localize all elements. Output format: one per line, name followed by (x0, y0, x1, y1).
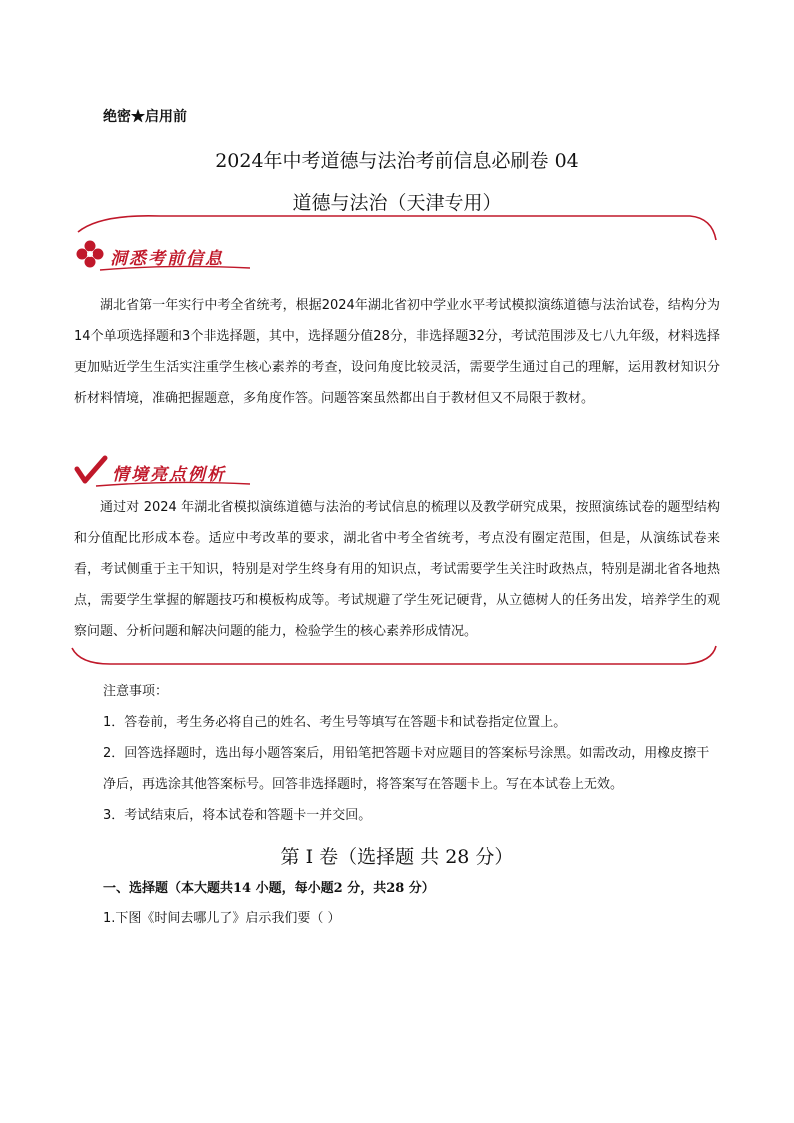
part-one-title: 第 I 卷（选择题 共 28 分） (280, 846, 514, 868)
section-heading-info: 洞悉考前信息 (110, 249, 224, 269)
paper-title: 2024年中考道德与法治考前信息必刷卷 04 (215, 150, 579, 172)
question-1: 1.下图《时间去哪儿了》启示我们要（ ） (103, 911, 341, 926)
notes-item: 2．回答选择题时，选出每小题答案后，用铅笔把答题卡对应题目的答案标号涂黑。如需改动，用橡皮擦干净后，再选涂其他答案标号。回答非选择题时，将答案写在答题卡上。写在本试卷上无效。 (103, 746, 710, 792)
section-one-title: 一、选择题（本大题共14 小题，每小题2 分，共28 分） (103, 881, 435, 896)
check-mark-icon (74, 455, 108, 489)
section-highlights-text: 通过对 2024 年湖北省模拟演练道德与法治的考试信息的梳理以及教学研究成果，按照演练试卷的题型结构和分值配比形成本卷。适应中考改革的要求，湖北省中考全省统考，考点没有圈定范围，但是，从演练试卷来看，考试侧重于主干知识，特别是对学生终身有用的知识点，考试需要学生关注时政热点，特别是湖北省各地热点，需要学生掌握的解题技巧和模板构成等。考试规避了学生死记硬背，从立德树人的任务出发，培养学生的观察问题、分析问题和解决问题的能力，检验学生的核心素养形成情况。 (74, 500, 720, 639)
notes-block (103, 676, 723, 831)
notes-item: 3．考试结束后，将本试卷和答题卡一并交回。 (103, 808, 372, 823)
notes-title: 注意事项： (103, 684, 169, 699)
paper-subtitle: 道德与法治（天津专用） (292, 192, 502, 214)
section-highlights-paragraph (74, 492, 720, 647)
section-heading-highlights: 情境亮点例析 (112, 465, 226, 485)
confidential-label: 绝密★启用前 (103, 109, 187, 125)
notes-item: 1．答卷前，考生务必将自己的姓名、考生号等填写在答题卡和试卷指定位置上。 (103, 715, 567, 730)
section-info-paragraph (74, 290, 720, 414)
section-info-text: 湖北省第一年实行中考全省统考，根据2024年湖北省初中学业水平考试模拟演练道德与法治试卷，结构分为14个单项选择题和3个非选择题，其中，选择题分值28分，非选择题32分，考试范围涉及七八九年级，材料选择更加贴近学生生活实注重学生核心素养的考查，设问角度比较灵活，需要学生通过自己的理解，运用教材知识分析材料情境，准确把握题意，多角度作答。问题答案虽然都出自于教材但又不局限于教材。 (74, 298, 720, 406)
flower-icon (76, 240, 104, 272)
